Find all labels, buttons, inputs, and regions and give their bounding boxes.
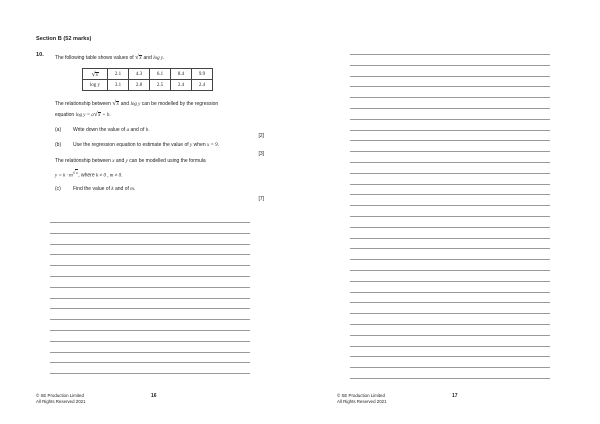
answer-line: [350, 335, 550, 336]
answer-line: [50, 319, 250, 320]
answer-line: [350, 367, 550, 368]
copyright-footer: © SE Production Limited All Rights Reserved 2021: [36, 393, 86, 404]
table-row-head: log y: [83, 80, 108, 91]
answer-line: [350, 108, 550, 109]
answer-line: [50, 308, 250, 309]
answer-line: [50, 298, 250, 299]
answer-line: [350, 205, 550, 206]
section-title: Section B (52 marks): [36, 36, 92, 42]
answer-line: [350, 356, 550, 357]
table-cell: 8.4: [171, 69, 192, 80]
answer-line: [350, 162, 550, 163]
table-cell: 2.8: [129, 80, 150, 91]
table-cell: 2.4: [192, 80, 213, 91]
answer-line: [50, 265, 250, 266]
part-a-marks: [2]: [258, 133, 264, 139]
answer-line: [350, 238, 550, 239]
answer-line: [350, 86, 550, 87]
table-row-head: √x: [83, 69, 108, 80]
part-a-text: Write down the value of a and of b.: [73, 127, 150, 133]
answer-line: [50, 330, 250, 331]
answer-line: [50, 276, 250, 277]
model-text: The relationship between x and y can be modelled using the formula: [55, 158, 206, 164]
answer-line: [350, 378, 550, 379]
answer-line: [350, 194, 550, 195]
answer-line: [350, 292, 550, 293]
answer-line: [50, 287, 250, 288]
part-a-label: (a): [55, 127, 62, 133]
answer-line: [350, 324, 550, 325]
answer-line: [50, 254, 250, 255]
part-c-marks: [7]: [258, 196, 264, 202]
answer-line: [350, 216, 550, 217]
answer-line: [350, 346, 550, 347]
table-cell: 6.1: [150, 69, 171, 80]
answer-line: [350, 302, 550, 303]
regression-equation: equation log y = a√x + b.: [55, 110, 111, 118]
table-row: [83, 80, 213, 91]
answer-line: [350, 227, 550, 228]
answer-line: [350, 130, 550, 131]
answer-line: [350, 140, 550, 141]
question-number: 10.: [36, 52, 44, 58]
answer-line: [350, 281, 550, 282]
copyright-footer: © SE Production Limited All Rights Reserved 2021: [337, 393, 387, 404]
table-cell: 2.4: [171, 80, 192, 91]
answer-line: [350, 76, 550, 77]
page-number: 16: [151, 393, 157, 399]
answer-line: [50, 341, 250, 342]
question-intro: The following table shows values of √x and log y.: [55, 53, 165, 61]
answer-line: [350, 184, 550, 185]
answer-line: [350, 173, 550, 174]
answer-line: [50, 222, 250, 223]
table-cell: 9.9: [192, 69, 213, 80]
answer-line: [50, 362, 250, 363]
answer-line: [50, 244, 250, 245]
answer-line: [350, 313, 550, 314]
answer-line: [350, 54, 550, 55]
part-b-marks: [3]: [258, 151, 264, 157]
page-number: 17: [452, 393, 458, 399]
part-b-label: (b): [55, 142, 62, 148]
data-table: [82, 68, 213, 91]
answer-line: [50, 233, 250, 234]
right-page: [300, 0, 600, 424]
answer-line: [350, 259, 550, 260]
part-c-label: (c): [55, 186, 61, 192]
table-cell: 2.5: [150, 80, 171, 91]
model-formula: $y = k \cdot m^{√x}$, where k ≠ 0 , m ≠ 0.: [55, 170, 123, 179]
part-b-text: Use the regression equation to estimate the value of y when x = 9.: [73, 142, 219, 148]
answer-line: [50, 373, 250, 374]
answer-line: [350, 97, 550, 98]
answer-line: [350, 65, 550, 66]
part-c-text: Find the value of k and of m.: [73, 186, 136, 192]
table-cell: 2.1: [108, 69, 129, 80]
table-row: [83, 69, 213, 80]
table-cell: 3.1: [108, 80, 129, 91]
relationship-text: The relationship between √x and log y can be modelled by the regression: [55, 99, 219, 107]
table-cell: 4.3: [129, 69, 150, 80]
answer-line: [350, 248, 550, 249]
answer-line: [50, 352, 250, 353]
answer-line: [350, 119, 550, 120]
answer-line: [350, 151, 550, 152]
answer-line: [350, 270, 550, 271]
